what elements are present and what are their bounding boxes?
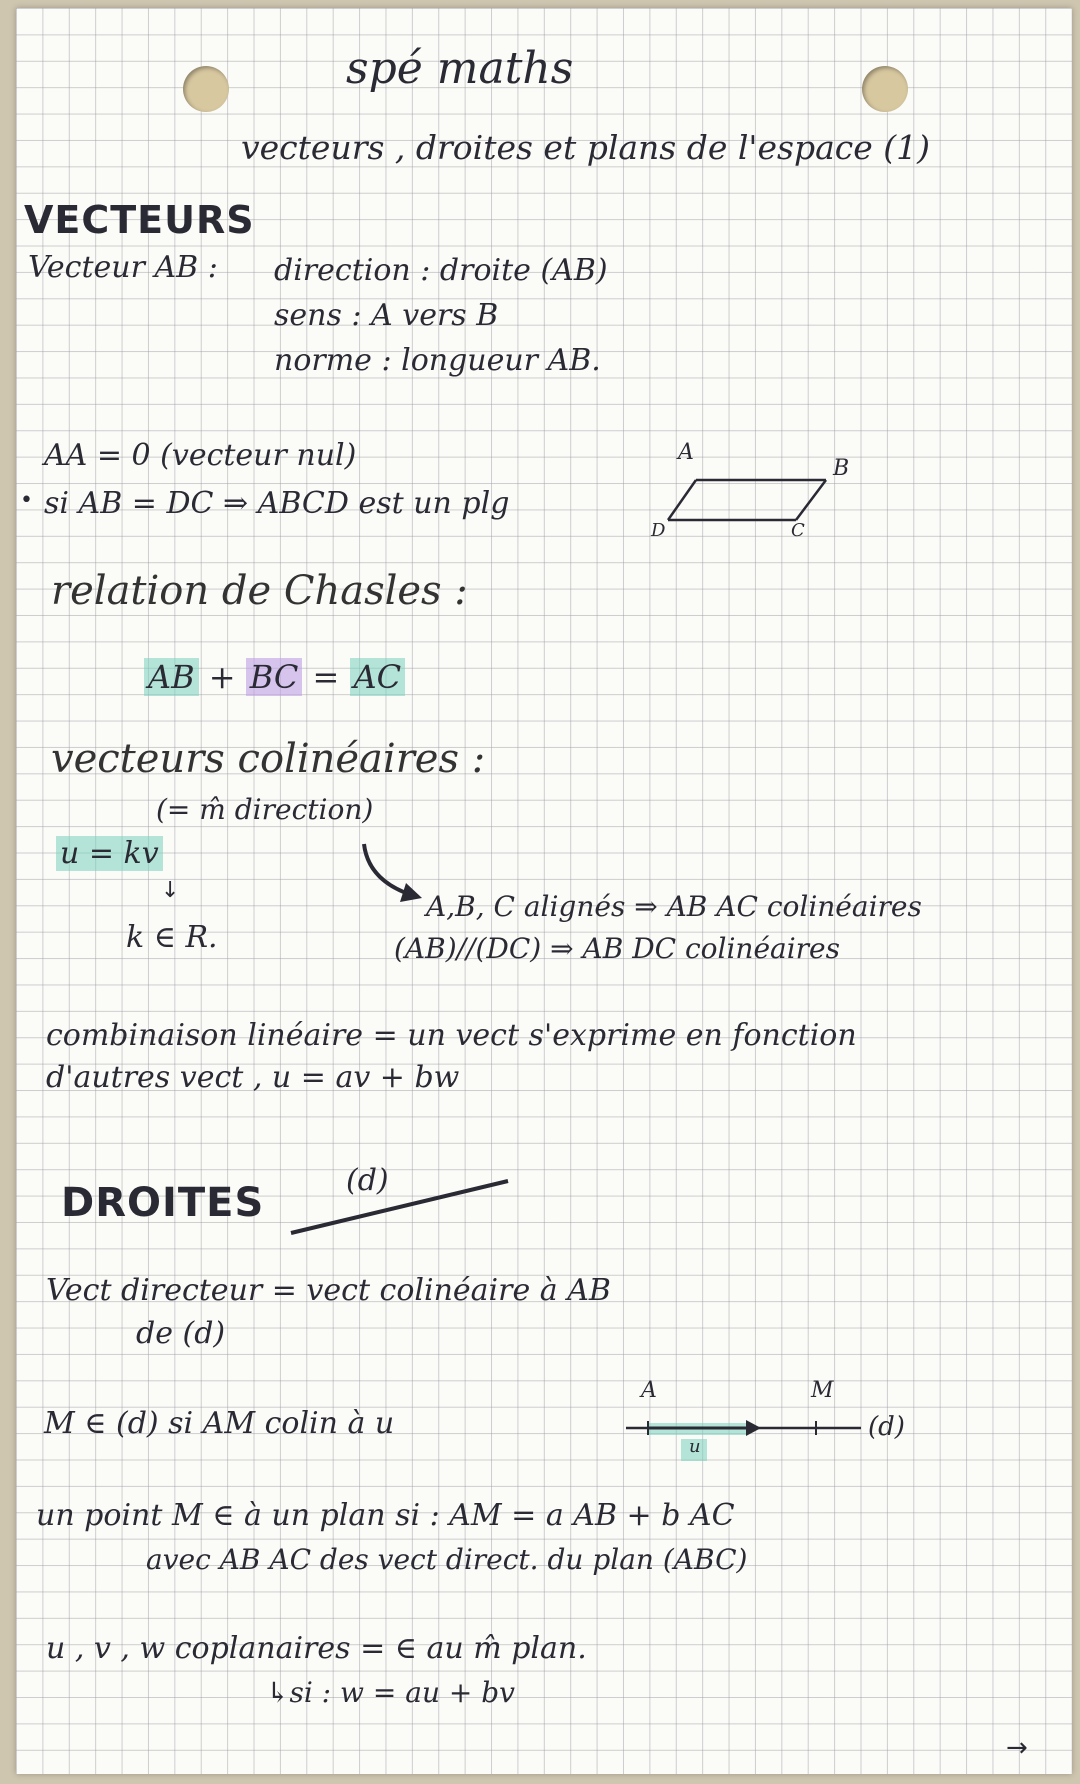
- fig-label-c: C: [791, 520, 805, 541]
- coplanar-line-1: u , v , w coplanaires = ∈ au m̂ plan.: [46, 1631, 587, 1666]
- colinear-formula: u = kv: [56, 836, 163, 871]
- vector-ab: AB: [144, 658, 199, 696]
- line-d-vector-figure: [626, 1403, 876, 1463]
- directeur-line-2: de (d): [136, 1316, 226, 1351]
- combination-line-2: d'autres vect , u = av + bw: [46, 1060, 460, 1095]
- page-title: spé maths: [346, 43, 574, 94]
- aligned-line: A,B, C alignés ⇒ AB AC colinéaires: [426, 890, 922, 923]
- fig-label-u: u: [689, 1436, 701, 1457]
- arrow-right-icon: →: [1006, 1733, 1028, 1763]
- notebook-page: [16, 8, 1072, 1774]
- chasles-formula: [144, 658, 405, 696]
- fig-label-m: M: [811, 1378, 834, 1403]
- fig-label-d: D: [651, 520, 666, 541]
- line-d-label: (d): [346, 1163, 389, 1198]
- curved-arrow-icon: [356, 838, 436, 918]
- section-heading-vecteurs: VECTEURS: [24, 198, 255, 242]
- parallelogram-line: si AB = DC ⇒ ABCD est un plg: [44, 486, 510, 521]
- colinear-note: (= m̂ direction): [156, 793, 374, 826]
- combination-line-1: combinaison linéaire = un vect s'exprime en fonction: [46, 1018, 857, 1053]
- vector-prop-sens: sens : A vers B: [274, 298, 499, 333]
- fig-label-d2: (d): [868, 1412, 905, 1442]
- vector-bc: BC: [246, 658, 303, 696]
- fig-label-a2: A: [641, 1378, 657, 1403]
- equals-sign: =: [312, 658, 340, 696]
- vector-prop-direction: direction : droite (AB): [274, 253, 608, 288]
- plus-sign: +: [208, 658, 236, 696]
- vector-prop-norme: norme : longueur AB.: [274, 343, 601, 378]
- plane-line-2: avec AB AC des vect direct. du plan (ABC): [146, 1543, 748, 1576]
- coplanar-line-2: ↳si : w = au + bv: [266, 1676, 515, 1709]
- fig-label-b: B: [833, 456, 850, 481]
- parallel-line: (AB)//(DC) ⇒ AB DC colinéaires: [394, 932, 840, 965]
- directeur-line-1: Vect directeur = vect colinéaire à AB: [46, 1273, 611, 1308]
- bullet: •: [20, 488, 33, 513]
- down-arrow-icon: ↓: [161, 878, 180, 903]
- line-d-figure: [286, 1173, 516, 1243]
- binder-hole: [183, 66, 229, 112]
- colinear-title: vecteurs colinéaires :: [51, 736, 486, 782]
- page-subtitle: vecteurs , droites et plans de l'espace (1): [241, 128, 931, 167]
- fig-label-a: A: [678, 440, 694, 465]
- plane-line-1: un point M ∈ à un plan si : AM = a AB + b AC: [36, 1498, 735, 1533]
- binder-hole: [862, 66, 908, 112]
- section-heading-droites: DROITES: [61, 1180, 265, 1226]
- chasles-title: relation de Chasles :: [51, 568, 468, 614]
- null-vector-line: AA = 0 (vecteur nul): [44, 438, 357, 473]
- k-domain: k ∈ R.: [126, 920, 218, 955]
- vector-label: Vecteur AB :: [28, 250, 218, 285]
- point-on-line: M ∈ (d) si AM colin à u: [44, 1406, 395, 1441]
- vector-ac: AC: [350, 658, 406, 696]
